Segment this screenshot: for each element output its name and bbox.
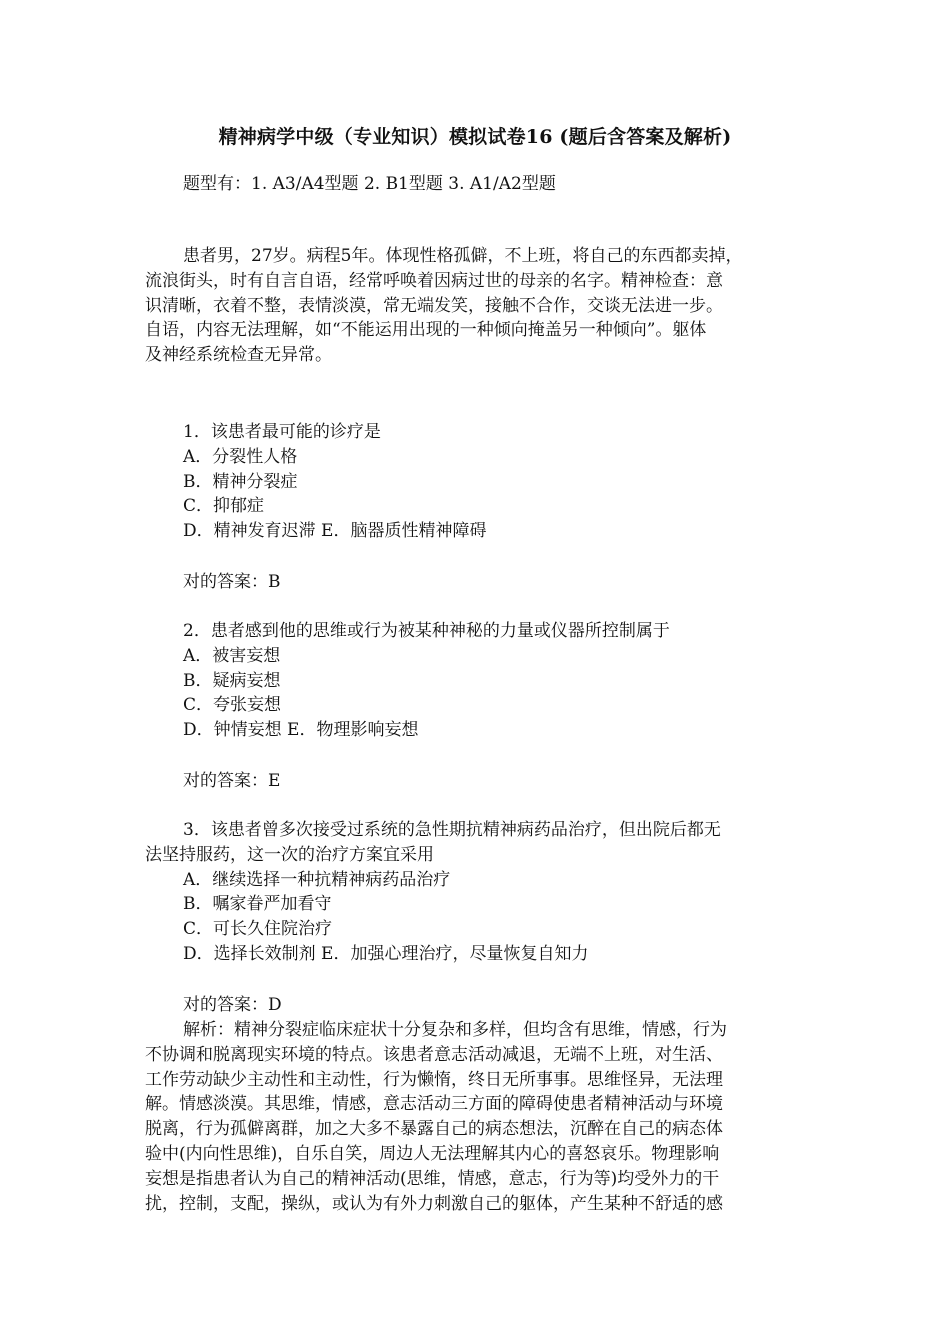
question-2	[145, 619, 810, 743]
analysis-line: 验中(内向性思维)，自乐自笑，周边人无法理解其内心的喜怒哀乐。物理影响	[145, 1143, 720, 1164]
analysis-line: 解。情感淡漠。其思维，情感，意志活动三方面的障碍使患者精神活动与环境	[145, 1094, 723, 1115]
question-1	[145, 420, 810, 544]
option-d-e: D．精神发育迟滞 E．脑器质性精神障碍	[183, 521, 487, 542]
option-c: C．抑郁症	[183, 496, 265, 517]
document-title: 精神病学中级（专业知识）模拟试卷16 (题后含答案及解析)	[218, 126, 732, 148]
option-a: A．分裂性人格	[183, 446, 298, 467]
question-types-line: 题型有：1. A3/A4型题 2. B1型题 3. A1/A2型题	[183, 174, 556, 194]
analysis-line: 扰，控制，支配，操纵，或认为有外力刺激自己的躯体，产生某种不舒适的感	[145, 1193, 723, 1214]
answer-2: 对的答案：E	[183, 771, 281, 791]
analysis	[145, 1018, 810, 1216]
analysis-line: 脱离，行为孤僻离群，加之大多不暴露自己的病态想法，沉醉在自己的病态体	[145, 1119, 723, 1140]
question-3	[145, 818, 810, 967]
option-c: C．可长久住院治疗	[183, 919, 333, 940]
case-description	[145, 244, 810, 368]
option-b: B．疑病妄想	[183, 670, 281, 691]
question-stem: 2．患者感到他的思维或行为被某种神秘的力量或仪器所控制属于	[183, 621, 670, 641]
option-d-e: D．钟情妄想 E．物理影响妄想	[183, 720, 419, 741]
question-stem-line: 法坚持服药，这一次的治疗方案宜采用	[145, 844, 434, 865]
analysis-line: 妄想是指患者认为自己的精神活动(思维，情感，意志，行为等)均受外力的干	[145, 1168, 720, 1189]
answer-1: 对的答案：B	[183, 572, 281, 592]
case-line: 识清晰，衣着不整，表情淡漠，常无端发笑，接触不合作，交谈无法进一步。	[145, 295, 723, 316]
question-stem: 1．该患者最可能的诊疗是	[183, 422, 381, 442]
analysis-line: 不协调和脱离现实环境的特点。该患者意志活动减退，无端不上班，对生活、	[145, 1044, 723, 1065]
analysis-line: 工作劳动缺少主动性和主动性，行为懒惰，终日无所事事。思维怪异，无法理	[145, 1069, 723, 1090]
case-line: 患者男，27岁。病程5年。体现性格孤僻，不上班，将自己的东西都卖掉，	[183, 246, 743, 266]
analysis-line: 解析：精神分裂症临床症状十分复杂和多样，但均含有思维，情感，行为	[183, 1020, 727, 1040]
option-b: B．嘱家眷严加看守	[183, 894, 332, 915]
option-a: A．被害妄想	[183, 645, 281, 666]
question-stem-line: 3．该患者曾多次接受过系统的急性期抗精神病药品治疗，但出院后都无	[183, 820, 721, 840]
option-d-e: D．选择长效制剂 E．加强心理治疗，尽量恢复自知力	[183, 943, 589, 964]
case-line: 及神经系统检查无异常。	[145, 345, 332, 366]
case-line: 流浪街头，时有自言自语，经常呼唤着因病过世的母亲的名字。精神检查：意	[145, 270, 723, 291]
option-c: C．夸张妄想	[183, 695, 282, 716]
case-line: 自语，内容无法理解，如“不能运用出现的一种倾向掩盖另一种倾向”。躯体	[145, 320, 707, 341]
answer-3: 对的答案：D	[183, 995, 282, 1015]
option-b: B．精神分裂症	[183, 471, 298, 492]
option-a: A．继续选择一种抗精神病药品治疗	[183, 869, 451, 890]
